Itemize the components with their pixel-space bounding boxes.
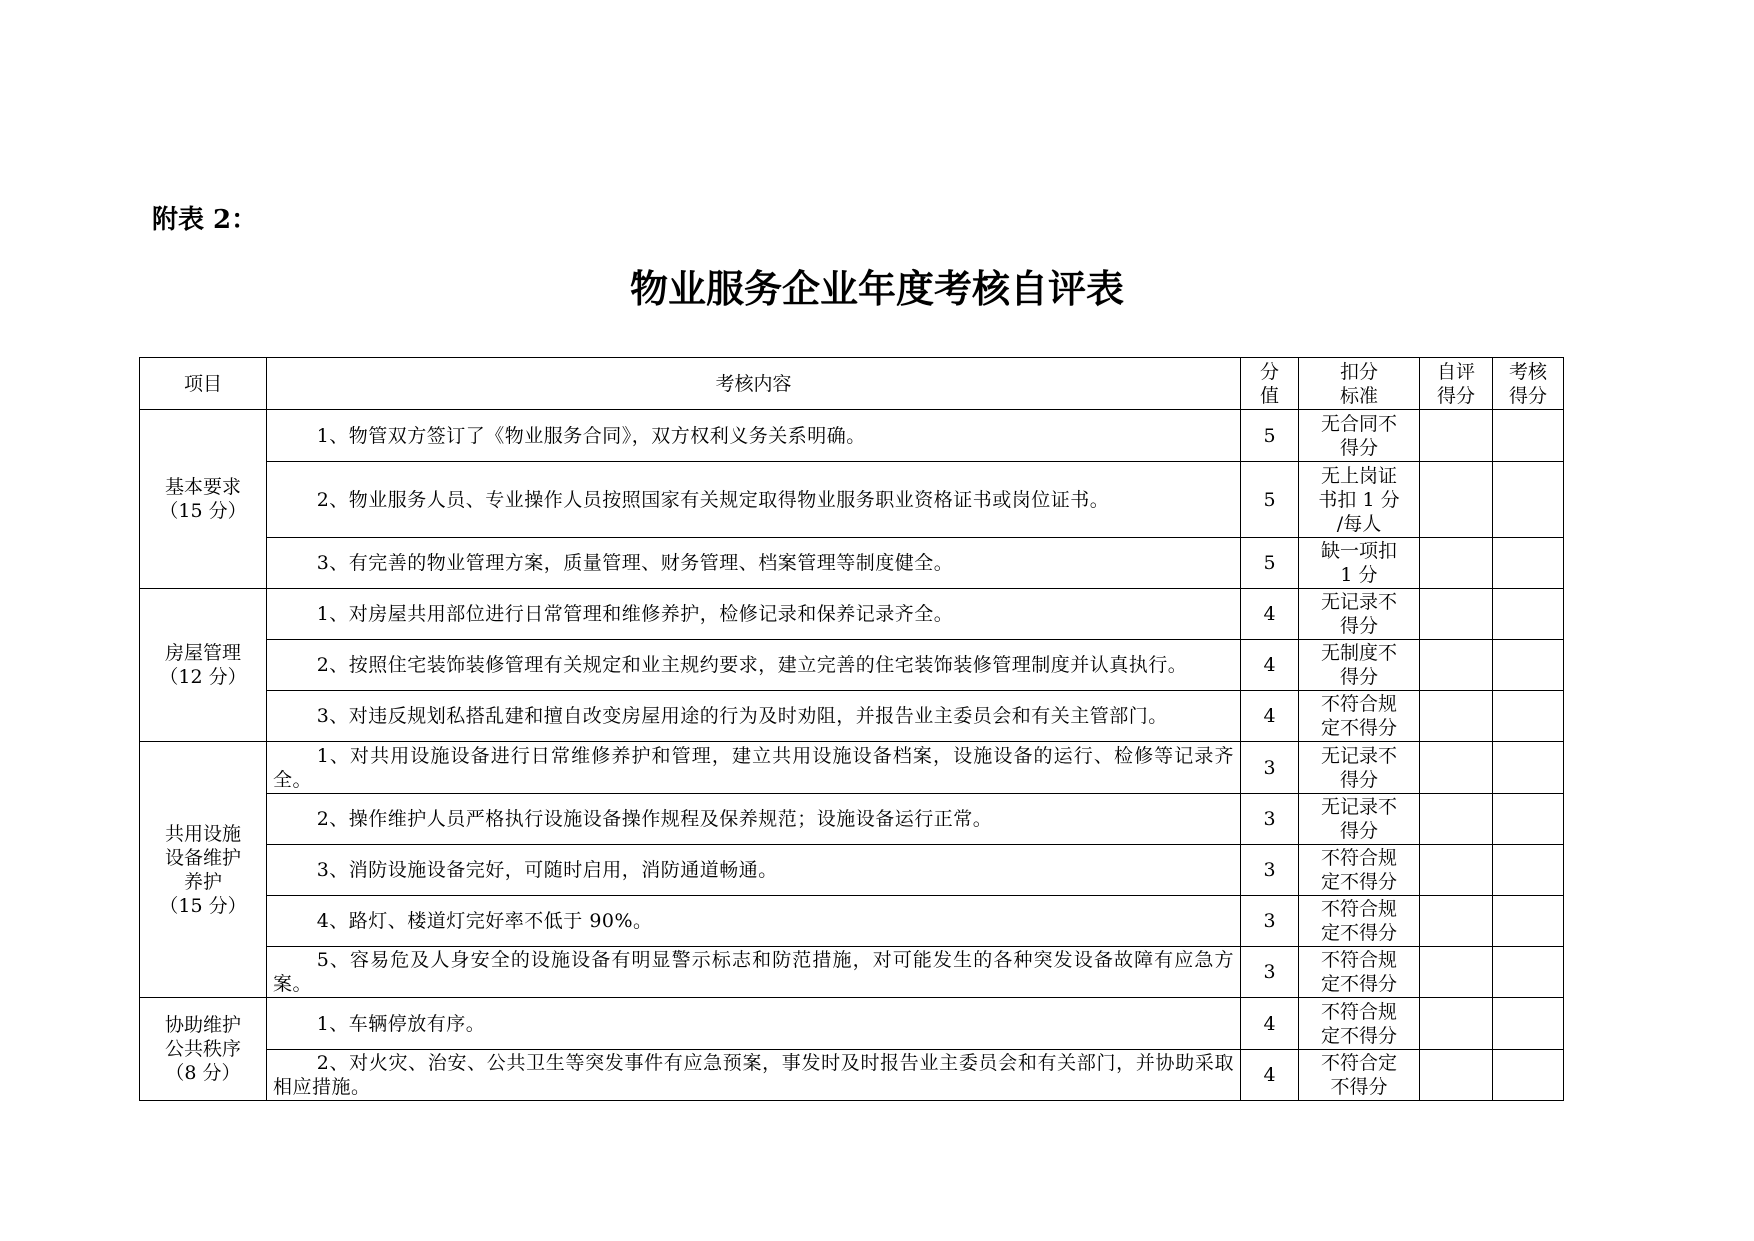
row-score: 3 xyxy=(1241,947,1299,998)
table-row xyxy=(140,640,1564,691)
row-standard xyxy=(1299,640,1420,691)
row-standard xyxy=(1299,845,1420,896)
assess-score-cell[interactable] xyxy=(1493,538,1564,589)
standard-line: 无记录不 xyxy=(1320,591,1397,613)
table-row xyxy=(140,998,1564,1050)
assess-score-cell[interactable] xyxy=(1493,947,1564,998)
standard-line: 1 分 xyxy=(1340,564,1378,586)
assess-score-cell[interactable] xyxy=(1493,640,1564,691)
row-content: 1、对房屋共用部位进行日常管理和维修养护，检修记录和保养记录齐全。 xyxy=(267,589,1241,640)
section-label-line: 房屋管理 xyxy=(164,642,241,664)
row-standard xyxy=(1299,896,1420,947)
row-score: 4 xyxy=(1241,998,1299,1050)
self-score-cell[interactable] xyxy=(1420,1050,1493,1101)
assess-score-cell[interactable] xyxy=(1493,691,1564,742)
self-score-cell[interactable] xyxy=(1420,410,1493,462)
row-content: 3、消防设施设备完好，可随时启用，消防通道畅通。 xyxy=(267,845,1241,896)
row-content: 2、按照住宅装饰装修管理有关规定和业主规约要求，建立完善的住宅装饰装修管理制度并认真执行。 xyxy=(267,640,1241,691)
table-row xyxy=(140,794,1564,845)
header-score xyxy=(1241,358,1299,410)
header-content: 考核内容 xyxy=(267,358,1241,410)
standard-line: 得分 xyxy=(1339,436,1378,459)
standard-line: 不符合规 xyxy=(1320,1000,1397,1023)
self-score-cell[interactable] xyxy=(1420,896,1493,947)
row-standard xyxy=(1299,998,1420,1050)
section-label-line: 设备维护 xyxy=(164,846,241,869)
standard-line: 无记录不 xyxy=(1320,796,1397,818)
header-score-line: 值 xyxy=(1259,384,1279,407)
row-score: 4 xyxy=(1241,691,1299,742)
table-row xyxy=(140,410,1564,462)
row-content: 2、物业服务人员、专业操作人员按照国家有关规定取得物业服务职业资格证书或岗位证书。 xyxy=(267,462,1241,538)
row-standard xyxy=(1299,538,1420,589)
header-row xyxy=(140,358,1564,410)
header-standard xyxy=(1299,358,1420,410)
standard-line: 不符合定 xyxy=(1320,1052,1397,1074)
section-label-line: （15 分） xyxy=(159,500,247,522)
section-label xyxy=(140,589,267,742)
row-score: 4 xyxy=(1241,589,1299,640)
section-label-line: 协助维护 xyxy=(164,1014,241,1036)
standard-line: 缺一项扣 xyxy=(1320,540,1397,562)
assess-score-cell[interactable] xyxy=(1493,410,1564,462)
standard-line: 定不得分 xyxy=(1320,1024,1397,1047)
standard-line: 得分 xyxy=(1339,615,1378,637)
section-label xyxy=(140,998,267,1101)
row-score: 5 xyxy=(1241,538,1299,589)
standard-line: 得分 xyxy=(1339,820,1378,842)
row-standard xyxy=(1299,794,1420,845)
section-label-line: （12 分） xyxy=(159,666,247,688)
table-row xyxy=(140,589,1564,640)
standard-line: 定不得分 xyxy=(1320,717,1397,739)
annex-label: 附表 2： xyxy=(152,205,258,235)
row-score: 4 xyxy=(1241,640,1299,691)
assess-score-cell[interactable] xyxy=(1493,896,1564,947)
assess-score-cell[interactable] xyxy=(1493,845,1564,896)
row-content: 4、路灯、楼道灯完好率不低于 90%。 xyxy=(267,896,1241,947)
row-standard xyxy=(1299,947,1420,998)
section-label-line: 共用设施 xyxy=(164,822,241,845)
table-row xyxy=(140,742,1564,794)
header-self xyxy=(1420,358,1493,410)
header-assess-line: 得分 xyxy=(1508,384,1547,407)
assess-score-cell[interactable] xyxy=(1493,742,1564,794)
row-content: 2、对火灾、治安、公共卫生等突发事件有应急预案，事发时及时报告业主委员会和有关部门，并协助采取相应措施。 xyxy=(267,1050,1241,1101)
standard-line: 定不得分 xyxy=(1320,871,1397,893)
table-row xyxy=(140,947,1564,998)
row-score: 3 xyxy=(1241,794,1299,845)
row-content: 1、车辆停放有序。 xyxy=(267,998,1241,1050)
page-title: 物业服务企业年度考核自评表 xyxy=(629,267,1124,311)
table-row xyxy=(140,462,1564,538)
row-content: 3、对违反规划私搭乱建和擅自改变房屋用途的行为及时劝阻，并报告业主委员会和有关主管部门。 xyxy=(267,691,1241,742)
standard-line: 无合同不 xyxy=(1320,412,1397,435)
row-content: 1、对共用设施设备进行日常维修养护和管理，建立共用设施设备档案，设施设备的运行、检修等记录齐全。 xyxy=(267,742,1241,794)
table-row xyxy=(140,1050,1564,1101)
self-score-cell[interactable] xyxy=(1420,538,1493,589)
header-assess-line: 考核 xyxy=(1508,360,1547,383)
header-standard-line: 扣分 xyxy=(1339,360,1378,383)
standard-line: 不得分 xyxy=(1330,1076,1388,1098)
standard-line: /每人 xyxy=(1336,512,1382,535)
standard-line: 不符合规 xyxy=(1320,949,1397,971)
self-score-cell[interactable] xyxy=(1420,589,1493,640)
table-row xyxy=(140,896,1564,947)
standard-line: 得分 xyxy=(1339,768,1378,791)
header-score-line: 分 xyxy=(1259,360,1279,383)
self-score-cell[interactable] xyxy=(1420,640,1493,691)
row-score: 3 xyxy=(1241,896,1299,947)
section-label-line: 公共秩序 xyxy=(164,1038,241,1060)
row-score: 3 xyxy=(1241,845,1299,896)
table-row xyxy=(140,845,1564,896)
header-self-line: 自评 xyxy=(1436,360,1475,383)
table-row xyxy=(140,691,1564,742)
standard-line: 无制度不 xyxy=(1320,642,1397,664)
standard-line: 无上岗证 xyxy=(1320,464,1397,487)
row-content: 5、容易危及人身安全的设施设备有明显警示标志和防范措施，对可能发生的各种突发设备故障有应急方案。 xyxy=(267,947,1241,998)
standard-line: 定不得分 xyxy=(1320,922,1397,944)
assess-score-cell[interactable] xyxy=(1493,1050,1564,1101)
header-standard-line: 标准 xyxy=(1339,384,1378,407)
evaluation-table xyxy=(139,357,1564,1101)
section-label-line: （8 分） xyxy=(165,1062,241,1084)
self-score-cell[interactable] xyxy=(1420,947,1493,998)
assess-score-cell[interactable] xyxy=(1493,794,1564,845)
row-standard xyxy=(1299,742,1420,794)
assess-score-cell[interactable] xyxy=(1493,998,1564,1050)
row-score: 5 xyxy=(1241,410,1299,462)
self-score-cell[interactable] xyxy=(1420,462,1493,538)
section-label-line: 养护 xyxy=(183,870,222,893)
self-score-cell[interactable] xyxy=(1420,998,1493,1050)
row-content: 2、操作维护人员严格执行设施设备操作规程及保养规范；设施设备运行正常。 xyxy=(267,794,1241,845)
standard-line: 不符合规 xyxy=(1320,847,1397,869)
row-standard xyxy=(1299,589,1420,640)
standard-line: 得分 xyxy=(1339,666,1378,688)
standard-line: 无记录不 xyxy=(1320,744,1397,767)
row-score: 4 xyxy=(1241,1050,1299,1101)
row-standard xyxy=(1299,1050,1420,1101)
standard-line: 不符合规 xyxy=(1320,693,1397,715)
section-label-line: （15 分） xyxy=(159,894,247,917)
standard-line: 不符合规 xyxy=(1320,898,1397,920)
section-label xyxy=(140,742,267,998)
row-content: 3、有完善的物业管理方案，质量管理、财务管理、档案管理等制度健全。 xyxy=(267,538,1241,589)
row-standard xyxy=(1299,691,1420,742)
section-label-line: 基本要求 xyxy=(164,476,241,498)
self-score-cell[interactable] xyxy=(1420,742,1493,794)
assess-score-cell[interactable] xyxy=(1493,589,1564,640)
standard-line: 定不得分 xyxy=(1320,973,1397,995)
self-score-cell[interactable] xyxy=(1420,794,1493,845)
standard-line: 书扣 1 分 xyxy=(1318,488,1400,511)
row-score: 5 xyxy=(1241,462,1299,538)
header-item: 项目 xyxy=(140,358,267,410)
section-label xyxy=(140,410,267,589)
row-score: 3 xyxy=(1241,742,1299,794)
table-row xyxy=(140,538,1564,589)
self-score-cell[interactable] xyxy=(1420,845,1493,896)
row-standard xyxy=(1299,462,1420,538)
self-score-cell[interactable] xyxy=(1420,691,1493,742)
header-self-line: 得分 xyxy=(1436,384,1475,407)
assess-score-cell[interactable] xyxy=(1493,462,1564,538)
row-content: 1、物管双方签订了《物业服务合同》，双方权利义务关系明确。 xyxy=(267,410,1241,462)
header-assess xyxy=(1493,358,1564,410)
row-standard xyxy=(1299,410,1420,462)
